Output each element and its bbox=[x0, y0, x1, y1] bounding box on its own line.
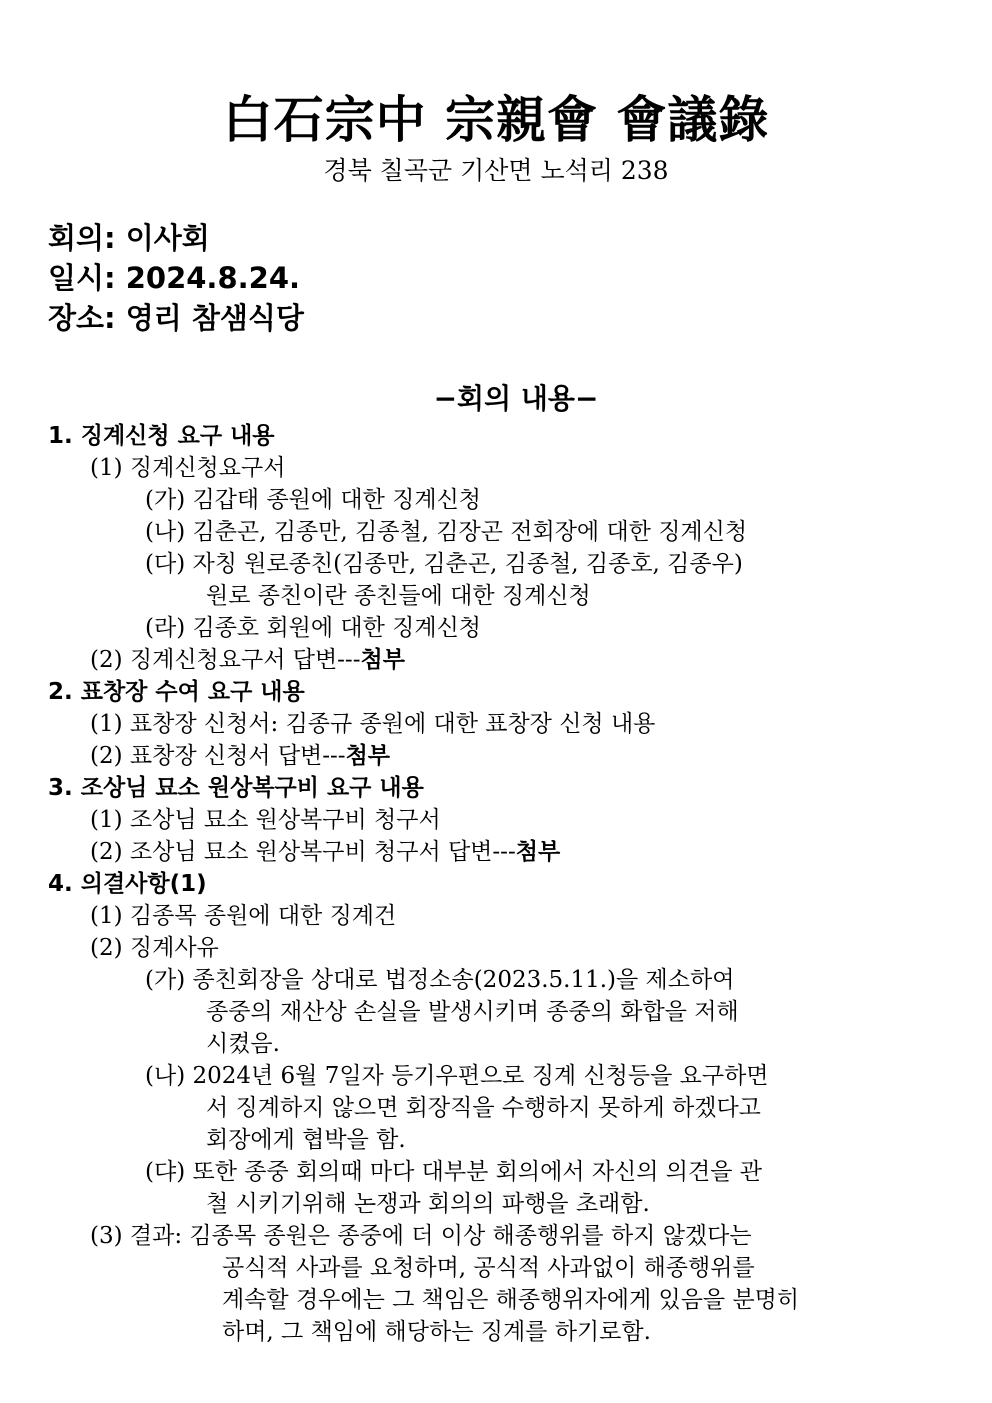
section-4-item-2c-line1: (댜) 또한 종중 회의때 마다 대부분 회의에서 자신의 의견을 관 bbox=[145, 1159, 762, 1185]
section-3-item-2-attachment: 첨부 bbox=[515, 839, 561, 865]
section-4-item-2: (2) 징계사유 bbox=[90, 935, 219, 961]
section-2-item-2-text: (2) 표창장 신청서 답변--- bbox=[90, 743, 346, 769]
section-4-item-2a-line3: 시켰음. bbox=[206, 1031, 280, 1057]
section-1-item-2 bbox=[90, 644, 405, 676]
section-2-item-2 bbox=[90, 740, 390, 772]
section-1-item-1: (1) 징계신청요구서 bbox=[90, 455, 286, 481]
section-4-item-1: (1) 김종목 종원에 대한 징계건 bbox=[90, 903, 397, 929]
section-2-item-2-attachment: 첨부 bbox=[345, 743, 391, 769]
section-4-item-3-line1: (3) 결과: 김종목 종원은 종중에 더 이상 해종행위를 하지 않겠다는 bbox=[90, 1223, 752, 1249]
meeting-date: 일시: 2024.8.24. bbox=[48, 261, 301, 295]
section-1-heading: 1. 징계신청 요구 내용 bbox=[48, 423, 275, 449]
section-1-item-1c-cont: 원로 종친이란 종친들에 대한 징계신청 bbox=[206, 583, 591, 609]
document-address: 경북 칠곡군 기산면 노석리 238 bbox=[323, 156, 669, 185]
section-2-item-1: (1) 표창장 신청서: 김종규 종원에 대한 표창장 신청 내용 bbox=[90, 711, 656, 737]
section-4-heading: 4. 의결사항(1) bbox=[48, 871, 207, 897]
section-3-item-2 bbox=[90, 836, 560, 868]
section-1-item-2-text: (2) 징계신청요구서 답변--- bbox=[90, 647, 361, 673]
section-4-item-2b-line2: 서 징계하지 않으면 회장직을 수행하지 못하게 하겠다고 bbox=[206, 1095, 761, 1121]
section-1-item-1b: (나) 김춘곤, 김종만, 김종철, 김장곤 전회장에 대한 징계신청 bbox=[145, 519, 748, 545]
section-3-item-2-text: (2) 조상님 묘소 원상복구비 청구서 답변--- bbox=[90, 839, 516, 865]
section-1-item-2-attachment: 첨부 bbox=[360, 647, 405, 673]
section-4-item-2c-line2: 철 시키기위해 논쟁과 회의의 파행을 초래함. bbox=[206, 1191, 650, 1217]
section-4-item-2a-line2: 종중의 재산상 손실을 발생시키며 종중의 화합을 저해 bbox=[206, 999, 739, 1025]
section-4-item-3-line3: 계속할 경우에는 그 책임은 해종행위자에게 있음을 분명히 bbox=[222, 1287, 800, 1313]
section-1-item-1c: (다) 자칭 원로종친(김종만, 김춘곤, 김종철, 김종호, 김종우) bbox=[145, 551, 743, 577]
content-heading: −회의 내용− bbox=[433, 382, 599, 415]
section-1-item-1d: (라) 김종호 회원에 대한 징계신청 bbox=[145, 615, 482, 641]
section-1-item-1a: (가) 김갑태 종원에 대한 징계신청 bbox=[145, 487, 482, 513]
section-4-item-3-line4: 하며, 그 책임에 해당하는 징계를 하기로함. bbox=[222, 1319, 651, 1345]
section-4-item-3-line2: 공식적 사과를 요청하며, 공식적 사과없이 해종행위를 bbox=[222, 1255, 755, 1281]
section-2-heading: 2. 표창장 수여 요구 내용 bbox=[48, 679, 305, 705]
meeting-type: 회의: 이사회 bbox=[48, 221, 210, 255]
section-3-heading: 3. 조상님 묘소 원상복구비 요구 내용 bbox=[48, 775, 424, 801]
document-title: 白石宗中 宗親會 會議錄 bbox=[222, 90, 770, 149]
section-3-item-1: (1) 조상님 묘소 원상복구비 청구서 bbox=[90, 807, 441, 833]
meeting-place: 장소: 영리 참샘식당 bbox=[48, 301, 304, 335]
section-4-item-2b-line3: 회장에게 협박을 함. bbox=[206, 1127, 406, 1153]
section-4-item-2a-line1: (가) 종친회장을 상대로 법정소송(2023.5.11.)을 제소하여 bbox=[145, 967, 735, 993]
section-4-item-2b-line1: (나) 2024년 6월 7일자 등기우편으로 징계 신청등을 요구하면 bbox=[145, 1063, 769, 1089]
